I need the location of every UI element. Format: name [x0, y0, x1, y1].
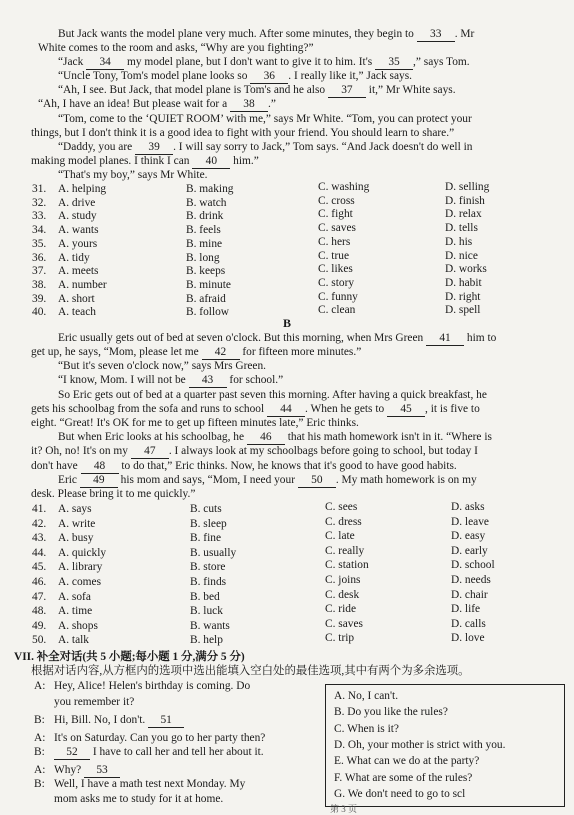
option-choice: D. finish [445, 194, 485, 207]
passage-text: to do that,” Eric thinks. Now, he knows that it's good to have good habits. [118, 460, 457, 472]
question-number: 47. [32, 590, 47, 603]
option-choice: C. story [318, 276, 355, 289]
passage-text: for fifteen more minutes.” [239, 346, 362, 358]
option-choice: D. leave [451, 515, 489, 528]
passage-text: . When he gets to [305, 403, 388, 415]
box-option: A. No, I can't. [334, 690, 399, 702]
option-choice: D. needs [451, 574, 491, 586]
box-option: G. We don't need to go to scl [334, 787, 466, 800]
option-choice: D. tells [445, 222, 478, 235]
passage-text: “Uncle Tony, Tom's model plane looks so [58, 70, 251, 82]
option-choice: D. school [451, 559, 495, 572]
question-number: 40. [32, 306, 47, 319]
passage-a-line [58, 55, 470, 70]
question-number: 38. [32, 278, 47, 291]
option-choice: A. quickly [58, 546, 107, 559]
option-choice: A. yours [58, 237, 98, 250]
dialogue-text: Why? [54, 764, 85, 776]
passage-a-line [31, 154, 259, 169]
passage-text: him to [464, 332, 497, 344]
passage-a-line [31, 126, 454, 140]
answer-blank: 50 [298, 473, 336, 488]
option-choice: B. cuts [190, 503, 222, 515]
passage-text: White comes to the room and asks, “Why are you fighting?” [38, 42, 314, 54]
speaker-label: B: [34, 778, 45, 790]
passage-text: “I know, Mom. I will not be [58, 374, 189, 386]
option-choice: A. helping [58, 183, 107, 195]
box-option: F. What are some of the rules? [334, 771, 473, 784]
passage-a-line [58, 27, 474, 42]
option-choice: B. making [186, 183, 234, 195]
passage-text: my model plane, but I don't want to give it to him. It's [124, 56, 376, 68]
dialogue-text: mom asks me to study for it at home. [54, 793, 224, 805]
option-choice: D. early [451, 544, 488, 557]
dialogue-line [34, 777, 245, 791]
option-choice: A. meets [58, 265, 99, 278]
option-choice: C. desk [325, 588, 360, 601]
answer-blank: 33 [417, 27, 455, 42]
passage-a-line [58, 168, 207, 182]
question-number: 48. [32, 605, 47, 618]
answer-blank: 40 [192, 154, 230, 169]
question-number: 36. [32, 251, 47, 264]
passage-text: . Mr [454, 28, 475, 40]
option-choice: D. easy [451, 530, 486, 543]
answer-blank: 48 [81, 459, 119, 474]
option-choice: B. mine [186, 237, 223, 250]
option-choice: D. love [451, 632, 485, 645]
option-choice: C. hers [318, 235, 351, 248]
answer-blank: 46 [247, 430, 285, 445]
passage-text: it? Oh, no! It's on my [31, 445, 131, 457]
answer-blank: 37 [328, 83, 366, 98]
section-b-heading: B [282, 316, 291, 330]
dialogue-line [34, 763, 120, 778]
question-number: 35. [32, 237, 47, 250]
passage-text: him.” [230, 155, 259, 167]
question-number: 32. [32, 196, 47, 209]
passage-text: don't have [31, 460, 81, 472]
speaker-label: B: [34, 746, 45, 758]
dialogue-text: It's on Saturday. Can you go to her party then? [54, 732, 266, 744]
passage-text: .” [267, 98, 276, 110]
answer-blank: 49 [80, 473, 118, 488]
answer-blank: 38 [230, 97, 268, 112]
option-choice: B. luck [190, 605, 223, 618]
option-choice: A. busy [58, 532, 94, 545]
option-choice: D. relax [445, 208, 482, 221]
option-choice: D. works [445, 263, 487, 276]
passage-text: Eric usually gets out of bed at seven o'clock. But this morning, when Mrs Green [58, 332, 427, 344]
passage-text: “Ah, I see. But Jack, that model plane is Tom's and he also [58, 84, 328, 96]
option-choice: D. right [445, 290, 481, 303]
passage-b-line [31, 444, 478, 459]
dialogue-text: I have to call her and tell her about it. [90, 746, 264, 758]
option-choice: B. fine [190, 532, 222, 545]
dialogue-text: Hey, Alice! Helen's birthday is coming. Do [54, 680, 251, 692]
answer-options-box [325, 684, 565, 807]
option-choice: D. nice [445, 249, 478, 262]
passage-text: for school.” [226, 374, 284, 386]
passage-text: “That's my boy,” says Mr White. [58, 169, 208, 181]
option-choice: A. wants [58, 224, 99, 237]
option-choice: C. ride [325, 603, 357, 616]
answer-blank: 53 [84, 763, 120, 778]
option-choice: C. likes [318, 263, 353, 276]
answer-blank: 35 [375, 55, 413, 70]
dialogue-text: Hi, Bill. No, I don't. [54, 714, 149, 726]
section-7-instruction: 根据对话内容,从方框内的选项中选出能填入空白处的最佳选项,其中有两个为多余选项。 [31, 665, 470, 677]
answer-blank: 44 [267, 402, 305, 417]
passage-b-line [31, 402, 480, 417]
option-choice: D. chair [451, 588, 488, 601]
speaker-label: A: [34, 764, 46, 776]
passage-text: desk. Please bring it to me quickly.” [31, 488, 196, 500]
passage-text: gets his schoolbag from the sofa and runs to school [31, 403, 267, 415]
passage-text: . I always look at my schoolbags before going to school, but today I [168, 445, 478, 457]
box-option: B. Do you like the rules? [334, 706, 448, 719]
option-choice: B. help [190, 634, 223, 647]
answer-blank: 34 [86, 55, 124, 70]
option-choice: C. late [325, 530, 355, 543]
passage-b-line [58, 359, 266, 373]
question-number: 34. [32, 224, 47, 237]
option-choice: A. says [58, 503, 92, 515]
question-number: 46. [32, 576, 47, 588]
passage-b-line [58, 373, 283, 388]
option-choice: D. spell [445, 304, 481, 317]
option-choice: C. true [318, 249, 350, 262]
option-choice: A. short [58, 292, 95, 305]
passage-b-line [58, 430, 492, 445]
answer-blank: 45 [387, 402, 425, 417]
passage-text: . I really like it,” Jack says. [288, 70, 412, 82]
option-choice: C. joins [325, 574, 361, 586]
option-choice: A. drive [58, 196, 96, 209]
passage-b-line [58, 331, 496, 346]
passage-text: . I will say sorry to Jack,” Tom says. “And Jack doesn't do well in [173, 141, 473, 153]
passage-a-line [58, 140, 472, 155]
option-choice: B. long [186, 251, 220, 264]
passage-b-line [31, 416, 359, 430]
passage-text: “But it's seven o'clock now,” says Mrs Green. [58, 360, 267, 372]
passage-text: So Eric gets out of bed at a quarter past seven this morning. After having a quick breakfast, he [58, 389, 487, 401]
answer-blank: 51 [148, 713, 184, 728]
option-choice: A. library [58, 561, 103, 574]
question-number: 50. [32, 634, 47, 647]
answer-blank: 41 [426, 331, 464, 346]
option-choice: A. study [58, 210, 97, 223]
answer-blank: 42 [202, 345, 240, 360]
passage-text: . My math homework is on my [335, 474, 477, 486]
option-choice: A. sofa [58, 590, 91, 603]
page-footer: 第 3 页 [330, 804, 358, 814]
passage-text: eight. “Great! It's OK for me to get up fifteen minutes late,” Eric thinks. [31, 417, 359, 429]
option-choice: A. talk [58, 634, 90, 647]
passage-text: ,” says Tom. [413, 56, 470, 68]
section-7-title: VII. 补全对话(共 5 小题;每小题 1 分,满分 5 分) [14, 651, 245, 663]
passage-text: Eric [58, 474, 80, 486]
passage-b-line [31, 345, 361, 360]
dialogue-line [34, 695, 134, 709]
speaker-label: B: [34, 714, 45, 726]
option-choice: D. calls [451, 617, 486, 630]
speaker-label: A: [34, 680, 46, 692]
option-choice: C. station [325, 559, 369, 572]
box-option: C. When is it? [334, 722, 399, 735]
passage-text: get up, he says, “Mom, please let me [31, 346, 202, 358]
passage-a-line [58, 83, 456, 98]
passage-text: things, but I don't think it is a good idea to fight with your friend. You should learn to share.” [31, 127, 455, 139]
passage-text: making model planes. I think I can [31, 155, 193, 167]
passage-text: “Tom, come to the ‘QUIET ROOM’ with me,” says Mr White. “Tom, you can protect your [58, 113, 472, 125]
answer-blank: 43 [189, 373, 227, 388]
option-choice: A. comes [58, 576, 102, 588]
option-choice: B. minute [186, 278, 231, 291]
answer-blank: 36 [250, 69, 288, 84]
option-choice: B. keeps [186, 265, 226, 278]
option-choice: A. tidy [58, 251, 90, 264]
passage-text: , it is five to [425, 403, 480, 415]
question-number: 39. [32, 292, 47, 305]
option-choice: C. sees [325, 501, 358, 513]
option-choice: C. dress [325, 515, 362, 528]
option-choice: D. life [451, 603, 481, 616]
dialogue-text: you remember it? [54, 696, 135, 708]
dialogue-line [34, 745, 264, 760]
question-number: 31. [32, 183, 47, 195]
passage-text: “Ah, I have an idea! But please wait for a [38, 98, 230, 110]
option-choice: A. time [58, 605, 93, 618]
passage-a-line [58, 69, 412, 84]
option-choice: B. finds [190, 576, 227, 588]
option-choice: B. bed [190, 590, 220, 603]
dialogue-line [34, 713, 184, 728]
option-choice: D. selling [445, 181, 490, 193]
passage-a-line [38, 41, 314, 55]
option-choice: B. follow [186, 306, 230, 319]
question-number: 33. [32, 210, 47, 223]
option-choice: C. funny [318, 290, 358, 303]
option-choice: B. afraid [186, 292, 226, 305]
option-choice: B. feels [186, 224, 221, 237]
option-choice: D. habit [445, 276, 482, 289]
option-choice: C. cross [318, 194, 355, 207]
passage-text: his mom and says, “Mom, I need your [117, 474, 298, 486]
passage-text: “Jack [58, 56, 87, 68]
dialogue-line [34, 792, 223, 806]
passage-a-line [58, 112, 472, 126]
passage-b-line [58, 388, 487, 402]
option-choice: A. write [58, 517, 96, 530]
option-choice: B. sleep [190, 517, 227, 530]
passage-b-line [31, 487, 195, 501]
question-number: 45. [32, 561, 47, 574]
option-choice: C. really [325, 544, 365, 557]
question-number: 49. [32, 619, 47, 632]
answer-blank: 52 [54, 745, 90, 760]
option-choice: C. trip [325, 632, 355, 645]
option-choice: C. fight [318, 208, 353, 221]
question-number: 44. [32, 546, 47, 559]
passage-text: that his math homework isn't in it. “Where is [284, 431, 492, 443]
passage-b-line [31, 459, 457, 474]
answer-blank: 39 [135, 140, 173, 155]
question-number: 42. [32, 517, 47, 530]
option-choice: A. shops [58, 619, 98, 632]
question-number: 41. [32, 503, 47, 515]
passage-text: it,” Mr White says. [365, 84, 456, 96]
option-choice: B. watch [186, 196, 227, 209]
speaker-label: A: [34, 732, 46, 744]
box-option: E. What can we do at the party? [334, 755, 480, 768]
passage-text: “Daddy, you are [58, 141, 136, 153]
passage-text: But Jack wants the model plane very much. After some minutes, they begin to [58, 28, 417, 40]
box-option: D. Oh, your mother is strict with you. [334, 738, 506, 751]
question-number: 37. [32, 265, 47, 278]
option-choice: B. usually [190, 546, 237, 559]
option-choice: C. saves [325, 617, 363, 630]
passage-a-line [38, 97, 276, 112]
option-choice: D. asks [451, 501, 485, 513]
option-choice: B. wants [190, 619, 230, 632]
question-number: 43. [32, 532, 47, 545]
dialogue-line [34, 679, 250, 693]
passage-b-line [58, 473, 477, 488]
option-choice: C. clean [318, 304, 356, 317]
dialogue-line [34, 731, 265, 745]
option-choice: C. washing [318, 181, 370, 193]
dialogue-text: Well, I have a math test next Monday. My [54, 778, 246, 790]
option-choice: A. teach [58, 306, 96, 319]
option-choice: A. number [58, 278, 107, 291]
option-choice: D. his [445, 235, 473, 248]
option-choice: B. store [190, 561, 226, 574]
answer-blank: 47 [131, 444, 169, 459]
option-choice: B. drink [186, 210, 224, 223]
option-choice: C. saves [318, 222, 356, 235]
passage-text: But when Eric looks at his schoolbag, he [58, 431, 247, 443]
